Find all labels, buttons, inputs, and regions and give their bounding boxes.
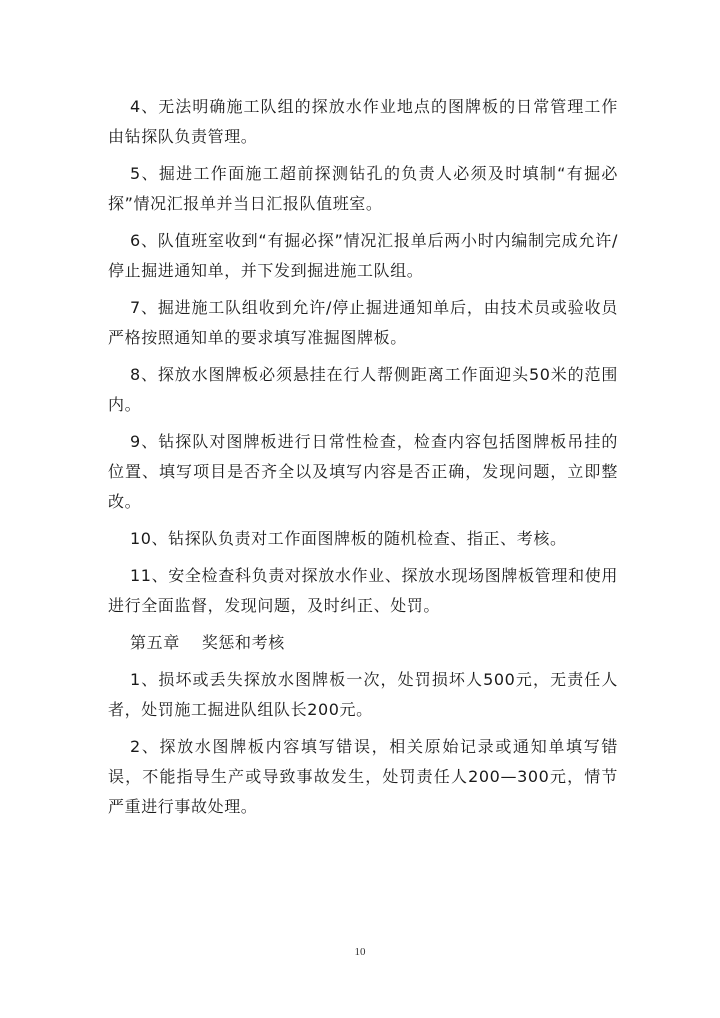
chapter-heading [108, 628, 618, 658]
paragraph-item-8: 8、探放水图牌板必须悬挂在行人帮侧距离工作面迎头50米的范围内。 [108, 365, 618, 414]
chapter-title: 奖惩和考核 [201, 633, 285, 652]
paragraph-item-4: 4、无法明确施工队组的探放水作业地点的图牌板的日常管理工作由钻探队负责管理。 [108, 97, 618, 146]
page-number: 10 [354, 946, 366, 958]
paragraph-item-7: 7、掘进施工队组收到允许/停止掘进通知单后，由技术员或验收员严格按照通知单的要求填写准掘图牌板。 [108, 298, 618, 347]
page-content [108, 92, 618, 829]
penalty-item-1: 1、损坏或丢失探放水图牌板一次，处罚损坏人500元，无责任人者，处罚施工掘进队组队长200元。 [108, 670, 618, 719]
penalty-item-2: 2、探放水图牌板内容填写错误，相关原始记录或通知单填写错误，不能指导生产或导致事故发生，处罚责任人200—300元，情节严重进行事故处理。 [108, 737, 618, 816]
paragraph-item-11: 11、安全检查科负责对探放水作业、探放水现场图牌板管理和使用进行全面监督，发现问题，及时纠正、处罚。 [108, 566, 618, 615]
paragraph-item-9: 9、钻探队对图牌板进行日常性检查，检查内容包括图牌板吊挂的位置、填写项目是否齐全以及填写内容是否正确，发现问题，立即整改。 [108, 432, 618, 511]
paragraph-item-5: 5、掘进工作面施工超前探测钻孔的负责人必须及时填制“有掘必探”情况汇报单并当日汇报队值班室。 [108, 164, 618, 213]
paragraph-item-6: 6、队值班室收到“有掘必探”情况汇报单后两小时内编制完成允许/停止掘进通知单，并下发到掘进施工队组。 [108, 231, 618, 280]
paragraph-item-10: 10、钻探队负责对工作面图牌板的随机检查、指正、考核。 [130, 529, 567, 548]
chapter-number: 第五章 [130, 633, 180, 652]
